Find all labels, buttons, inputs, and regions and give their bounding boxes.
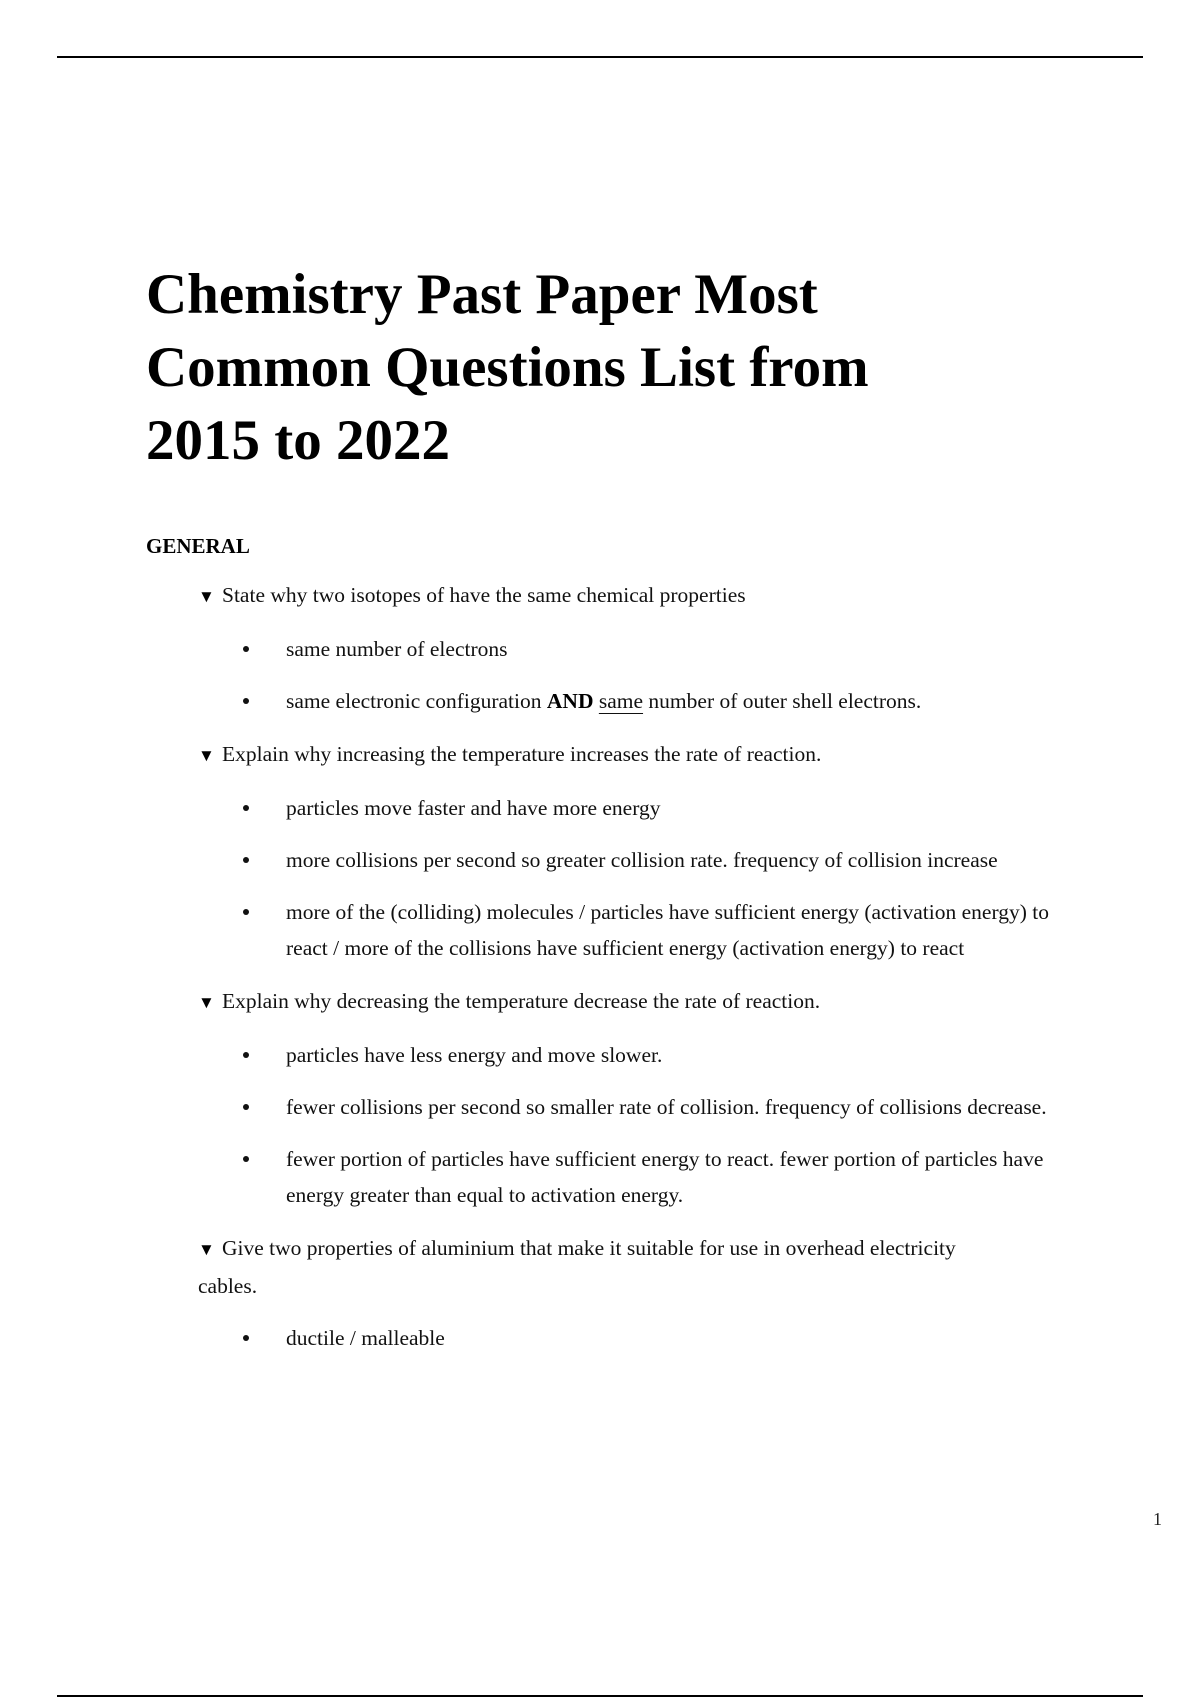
section-heading: GENERAL (146, 534, 250, 558)
question-text: Explain why decreasing the temperature decrease the rate of reaction. (222, 989, 821, 1013)
answer-text: more collisions per second so greater collision rate. frequency of collision increase (286, 848, 998, 872)
list-item (198, 842, 1072, 878)
list-item (198, 790, 1072, 826)
list-item (198, 683, 1072, 719)
list-item (198, 631, 1072, 667)
question-toggle-1[interactable] (198, 577, 1096, 615)
bullet-icon (243, 1156, 249, 1162)
triangle-down-icon[interactable]: ▼ (198, 1240, 215, 1259)
answer-text: fewer collisions per second so smaller rate of collision. frequency of collisions decrease. (286, 1095, 1047, 1119)
answer-text (286, 683, 1072, 719)
answer-text: ductile / malleable (286, 1326, 445, 1350)
answer-list-2 (198, 790, 1096, 966)
answer-underline: same (598, 689, 644, 713)
question-text: Explain why increasing the temperature increases the rate of reaction. (222, 742, 822, 766)
list-item (198, 1089, 1072, 1125)
list-item (198, 1141, 1072, 1213)
answer-list-1 (198, 631, 1096, 719)
question-text: State why two isotopes of have the same chemical properties (222, 583, 746, 607)
triangle-down-icon[interactable]: ▼ (198, 993, 215, 1012)
answer-text-part: number of outer shell electrons. (643, 689, 922, 713)
answer-text-part: same electronic configuration (286, 689, 547, 713)
answer-text: fewer portion of particles have sufficient energy to react. fewer portion of particles have energy greater than equal to activation energy. (286, 1147, 1044, 1207)
triangle-down-icon[interactable]: ▼ (198, 587, 215, 606)
bottom-rule (57, 1695, 1143, 1697)
list-item (198, 894, 1072, 966)
document-title: Chemistry Past Paper Most Common Questions List from 2015 to 2022 (146, 263, 869, 472)
answer-emphasis: AND (546, 689, 594, 713)
list-item (198, 1037, 1072, 1073)
list-item (198, 1320, 1072, 1356)
bullet-icon (243, 698, 249, 704)
bullet-icon (243, 1335, 249, 1341)
bullet-icon (243, 1104, 249, 1110)
document-body (146, 258, 1096, 1356)
answer-text: particles have less energy and move slower. (286, 1043, 663, 1067)
bullet-icon (243, 646, 249, 652)
answer-list-3 (198, 1037, 1096, 1213)
bullet-icon (243, 1052, 249, 1058)
question-toggle-4[interactable] (198, 1230, 958, 1304)
triangle-down-icon[interactable]: ▼ (198, 746, 215, 765)
answer-list-4 (198, 1320, 1096, 1356)
question-toggle-3[interactable] (198, 983, 1096, 1021)
question-toggle-2[interactable] (198, 736, 1096, 774)
answer-text: more of the (colliding) molecules / particles have sufficient energy (activation energy) to react / more of the collisions have sufficient energy (activation energy) to react (286, 900, 1049, 960)
page-number: 1 (1153, 1509, 1162, 1529)
bullet-icon (243, 909, 249, 915)
answer-text: same number of electrons (286, 637, 508, 661)
question-text: Give two properties of aluminium that make it suitable for use in overhead electricity cables. (198, 1236, 956, 1298)
top-rule (57, 56, 1143, 58)
bullet-icon (243, 805, 249, 811)
answer-text: particles move faster and have more energy (286, 796, 661, 820)
bullet-icon (243, 857, 249, 863)
